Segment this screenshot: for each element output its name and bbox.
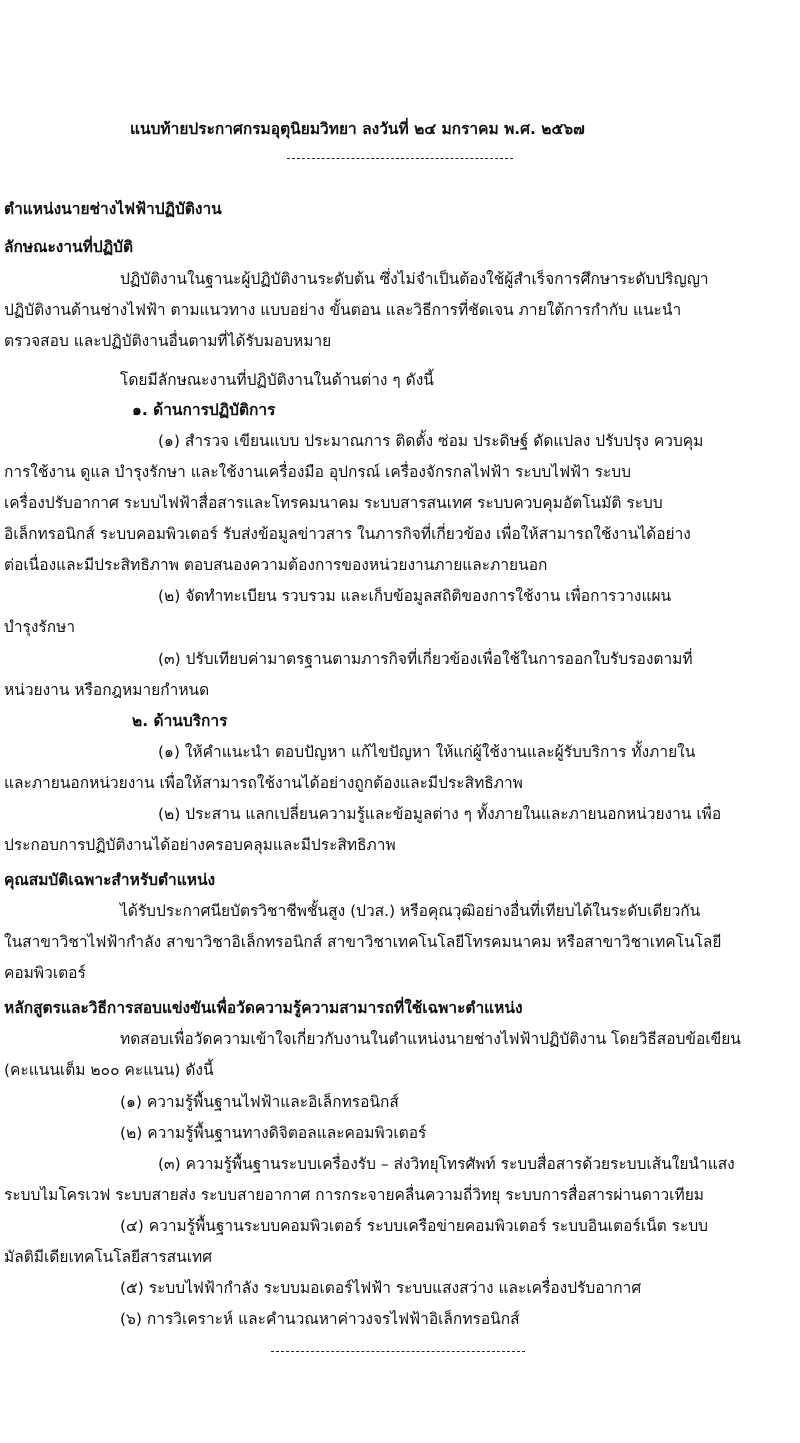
section1-item2-line: บำรุงรักษา <box>4 618 76 636</box>
section1-item1-line: อิเล็กทรอนิกส์ ระบบคอมพิวเตอร์ รับส่งข้อมูลข่าวสาร ในภารกิจที่เกี่ยวข้อง เพื่อให้สามารถใช้งานได้อย่าง <box>4 525 691 543</box>
section1-item1-line: ต่อเนื่องและมีประสิทธิภาพ ตอบสนองความต้องการของหน่วยงานภายและภายนอก <box>4 556 548 574</box>
duties-intro-line: ปฏิบัติงานด้านช่างไฟฟ้า ตามแนวทาง แบบอย่าง ขั้นตอน และวิธีการที่ชัดเจน ภายใต้การกำกับ แนะนำ <box>4 301 682 319</box>
duties-heading: ลักษณะงานที่ปฏิบัติ <box>4 238 134 256</box>
exam-item-2: (๒) ความรู้พื้นฐานทางดิจิตอลและคอมพิวเตอร์ <box>120 1124 427 1142</box>
section1-item3-line: หน่วยงาน หรือกฎหมายกำหนด <box>4 681 210 699</box>
document-header-title: แนบท้ายประกาศกรมอุตุนิยมวิทยา ลงวันที่ ๒๔ มกราคม พ.ศ. ๒๕๖๗ <box>130 120 585 138</box>
duties-intro-line: ตรวจสอบ และปฏิบัติงานอื่นตามที่ได้รับมอบหมาย <box>4 332 332 350</box>
header-divider <box>287 158 513 159</box>
exam-intro-line: (คะแนนเต็ม ๒๐๐ คะแนน) ดังนี้ <box>4 1061 214 1079</box>
section2-item1-line: (๑) ให้คำแนะนำ ตอบปัญหา แก้ไขปัญหา ให้แก่ผู้ใช้งานและผู้รับบริการ ทั้งภายใน <box>158 743 696 761</box>
exam-item-3-line: (๓) ความรู้พื้นฐานระบบเครื่องรับ – ส่งวิทยุโทรศัพท์ ระบบสื่อสารด้วยระบบเส้นใยนำแสง <box>158 1155 735 1173</box>
exam-item-4-line: (๔) ความรู้พื้นฐานระบบคอมพิวเตอร์ ระบบเครือข่ายคอมพิวเตอร์ ระบบอินเตอร์เน็ต ระบบ <box>120 1217 709 1235</box>
section2-item1-line: และภายนอกหน่วยงาน เพื่อให้สามารถใช้งานได้อย่างถูกต้องและมีประสิทธิภาพ <box>4 774 523 792</box>
exam-item-3-line: ระบบไมโครเวฟ ระบบสายส่ง ระบบสายอากาศ การกระจายคลื่นความถี่วิทยุ ระบบการสื่อสารผ่านดาวเทียม <box>4 1186 704 1204</box>
qualifications-line: ในสาขาวิชาไฟฟ้ากำลัง สาขาวิชาอิเล็กทรอนิกส์ สาขาวิชาเทคโนโลยีโทรคมนาคม หรือสาขาวิชาเทคโนโลยี <box>4 933 722 951</box>
footer-divider <box>271 1351 525 1352</box>
section1-item2-line: (๒) จัดทำทะเบียน รวบรวม และเก็บข้อมูลสถิติของการใช้งาน เพื่อการวางแผน <box>158 587 672 605</box>
exam-intro-line: ทดสอบเพื่อวัดความเข้าใจเกี่ยวกับงานในตำแหน่งนายช่างไฟฟ้าปฏิบัติงาน โดยวิธีสอบข้อเขียน <box>120 1030 741 1048</box>
section1-item1-line: การใช้งาน ดูแล บำรุงรักษา และใช้งานเครื่องมือ อุปกรณ์ เครื่องจักรกลไฟฟ้า ระบบไฟฟ้า ระบบ <box>4 463 631 481</box>
qualifications-line: ได้รับประกาศนียบัตรวิชาชีพชั้นสูง (ปวส.) หรือคุณวุฒิอย่างอื่นที่เทียบได้ในระดับเดียวกัน <box>120 902 701 920</box>
section1-title: ๑. ด้านการปฏิบัติการ <box>132 401 276 419</box>
position-title: ตำแหน่งนายช่างไฟฟ้าปฏิบัติงาน <box>4 200 222 218</box>
qualifications-line: คอมพิวเตอร์ <box>4 964 86 982</box>
section2-item2-line: ประกอบการปฏิบัติงานได้อย่างครอบคลุมและมีประสิทธิภาพ <box>4 836 396 854</box>
section1-item1-line: เครื่องปรับอากาศ ระบบไฟฟ้าสื่อสารและโทรคมนาคม ระบบสารสนเทศ ระบบควบคุมอัตโนมัติ ระบบ <box>4 494 663 512</box>
qualifications-heading: คุณสมบัติเฉพาะสำหรับตำแหน่ง <box>4 871 216 889</box>
section1-item3-line: (๓) ปรับเทียบค่ามาตรฐานตามภารกิจที่เกี่ยวข้องเพื่อใช้ในการออกใบรับรองตามที่ <box>158 650 693 668</box>
section1-item1-line: (๑) สำรวจ เขียนแบบ ประมาณการ ติดตั้ง ซ่อม ประดิษฐ์ ดัดแปลง ปรับปรุง ควบคุม <box>158 432 704 450</box>
section2-title: ๒. ด้านบริการ <box>132 712 228 730</box>
exam-item-5: (๕) ระบบไฟฟ้ากำลัง ระบบมอเตอร์ไฟฟ้า ระบบแสงสว่าง และเครื่องปรับอากาศ <box>120 1279 642 1297</box>
duties-intro-line: ปฏิบัติงานในฐานะผู้ปฏิบัติงานระดับต้น ซึ่งไม่จำเป็นต้องใช้ผู้สำเร็จการศึกษาระดับปริญญา <box>120 270 709 288</box>
exam-item-6: (๖) การวิเคราะห์ และคำนวณหาค่าวงจรไฟฟ้าอิเล็กทรอนิกส์ <box>120 1310 520 1328</box>
exam-heading: หลักสูตรและวิธีการสอบแข่งขันเพื่อวัดความรู้ความสามารถที่ใช้เฉพาะตำแหน่ง <box>4 999 523 1017</box>
duties-lead: โดยมีลักษณะงานที่ปฏิบัติงานในด้านต่าง ๆ ดังนี้ <box>120 371 434 389</box>
exam-item-1: (๑) ความรู้พื้นฐานไฟฟ้าและอิเล็กทรอนิกส์ <box>120 1093 399 1111</box>
exam-item-4-line: มัลติมีเดียเทคโนโลยีสารสนเทศ <box>4 1248 213 1266</box>
section2-item2-line: (๒) ประสาน แลกเปลี่ยนความรู้และข้อมูลต่าง ๆ ทั้งภายในและภายนอกหน่วยงาน เพื่อ <box>158 805 722 823</box>
